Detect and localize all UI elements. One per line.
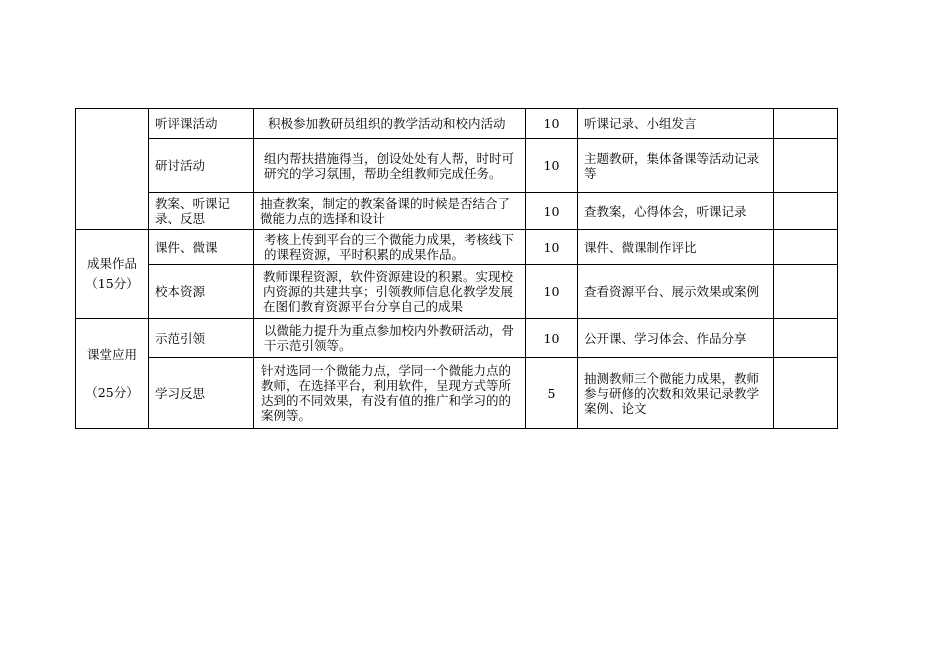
remark-cell (774, 193, 838, 230)
table-row (76, 109, 838, 139)
method-cell: 听课记录、小组发言 (578, 109, 774, 139)
remark-cell (774, 358, 838, 429)
content-cell: 针对选同一个微能力点，学同一个微能力点的教师，在选择平台，利用软件，呈现方式等所达到的不同效果，有没有值的推广和学习的的案例等。 (254, 358, 526, 429)
score-cell: 10 (526, 230, 578, 265)
table-row (76, 265, 838, 319)
content-cell: 考核上传到平台的三个微能力成果，考核线下的课程资源，平时积累的成果作品。 (254, 230, 526, 265)
item-cell: 课件、微课 (149, 230, 254, 265)
category-cell-works (76, 230, 149, 319)
score-cell: 10 (526, 265, 578, 319)
table-row (76, 230, 838, 265)
category-name: 成果作品 (86, 256, 137, 271)
category-name: 课堂应用 (86, 346, 137, 362)
item-cell: 示范引领 (149, 319, 254, 358)
score-cell: 10 (526, 319, 578, 358)
remark-cell (774, 265, 838, 319)
item-cell: 听评课活动 (149, 109, 254, 139)
content-cell: 教师课程资源，软件资源建设的积累。实现校内资源的共建共享；引领教师信息化教学发展在图们教育资源平台分享自己的成果 (254, 265, 526, 319)
table-row (76, 358, 838, 429)
content-cell: 抽查教案，制定的教案备课的时候是否结合了微能力点的选择和设计 (254, 193, 526, 230)
score-cell: 10 (526, 139, 578, 193)
remark-cell (774, 319, 838, 358)
table-row (76, 139, 838, 193)
content-cell: 以微能力提升为重点参加校内外教研活动，骨干示范引领等。 (254, 319, 526, 358)
content-cell: 组内帮扶措施得当，创设处处有人帮，时时可研究的学习氛围，帮助全组教师完成任务。 (254, 139, 526, 193)
category-points: （25分） (85, 384, 139, 400)
table-row (76, 319, 838, 358)
remark-cell (774, 230, 838, 265)
item-cell: 研讨活动 (149, 139, 254, 193)
content-cell: 积极参加教研员组织的教学活动和校内活动 (254, 109, 526, 139)
method-cell: 公开课、学习体会、作品分享 (578, 319, 774, 358)
item-cell: 学习反思 (149, 358, 254, 429)
category-cell-classroom (76, 319, 149, 429)
remark-cell (774, 109, 838, 139)
category-points: （15分） (85, 276, 139, 291)
category-cell-empty (76, 109, 149, 230)
score-cell: 5 (526, 358, 578, 429)
method-cell: 主题教研，集体备课等活动记录等 (578, 139, 774, 193)
remark-cell (774, 139, 838, 193)
item-cell: 教案、听课记录、反思 (149, 193, 254, 230)
table-row (76, 193, 838, 230)
score-cell: 10 (526, 109, 578, 139)
method-cell: 抽测教师三个微能力成果，教师参与研修的次数和效果记录教学案例、论文 (578, 358, 774, 429)
method-cell: 课件、微课制作评比 (578, 230, 774, 265)
method-cell: 查看资源平台、展示效果或案例 (578, 265, 774, 319)
score-cell: 10 (526, 193, 578, 230)
method-cell: 查教案，心得体会，听课记录 (578, 193, 774, 230)
item-cell: 校本资源 (149, 265, 254, 319)
evaluation-table (75, 108, 838, 429)
